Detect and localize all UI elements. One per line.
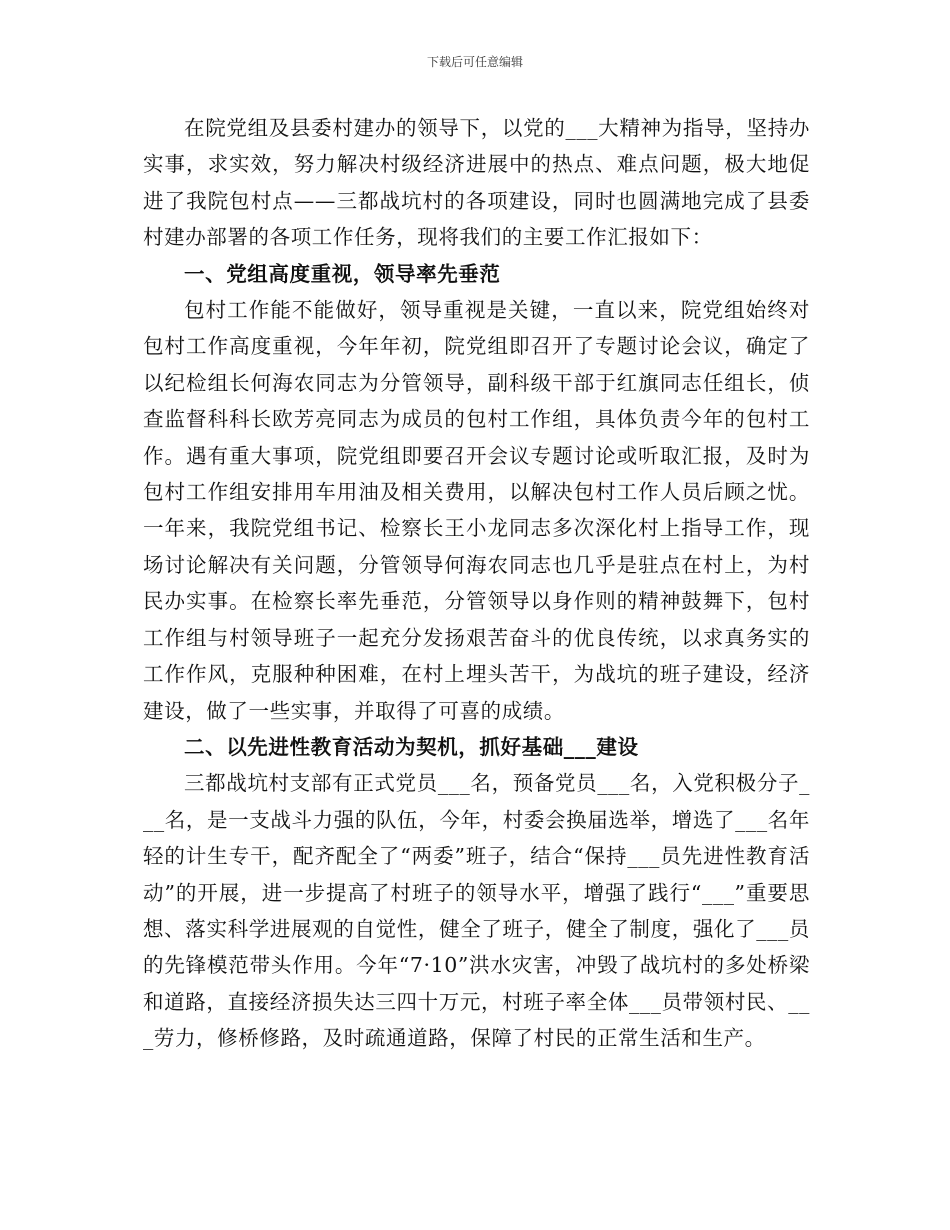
section-1-paragraph: 包村工作能不能做好，领导重视是关键，一直以来，院党组始终对包村工作高度重视，今年年初，院党组即召开了专题讨论会议，确定了以纪检组长何海农同志为分管领导，副科级干部于红旗同志任组长，侦查监督科科长欧芳亮同志为成员的包村工作组，具体负责今年的包村工作。遇有重大事项，院党组即要召开会议专题讨论或听取汇报，及时为包村工作组安排用车用油及相关费用，以解决包村工作人员后顾之忧。一年来，我院党组书记、检察长王小龙同志多次深化村上指导工作，现场讨论解决有关问题，分管领导何海农同志也几乎是驻点在村上，为村民办实事。在检察长率先垂范，分管领导以身作则的精神鼓舞下，包村工作组与村领导班子一起充分发扬艰苦奋斗的优良传统，以求真务实的工作作风，克服种种困难，在村上埋头苦干，为战坑的班子建设，经济建设，做了一些实事，并取得了可喜的成绩。 xyxy=(143,298,810,723)
document-body xyxy=(143,110,810,1057)
section-heading-2: 二、以先进性教育活动为契机，抓好基础___建设 xyxy=(184,734,639,759)
section-heading-1: 一、党组高度重视，领导率先垂范 xyxy=(184,261,501,286)
section-2-paragraph: 三都战坑村支部有正式党员___名，预备党员___名，入党积极分子___名，是一支战斗力强的队伍，今年，村委会换届选举，增选了___名年轻的计生专干，配齐配全了“两委”班子，结合“保持___员先进性教育活动”的开展，进一步提高了村班子的领导水平，增强了践行“___”重要思想、落实科学进展观的自觉性，健全了班子，健全了制度，强化了___员的先锋模范带头作用。今年“7·10”洪水灾害，冲毁了战坑村的多处桥梁和道路，直接经济损失达三四十万元，村班子率全体___员带领村民、___劳力，修桥修路，及时疏通道路，保障了村民的正常生活和生产。 xyxy=(143,771,810,1051)
page-header-note: 下载后可任意编辑 xyxy=(426,55,523,69)
intro-paragraph: 在院党组及县委村建办的领导下，以党的___大精神为指导，坚持办实事，求实效，努力解决村级经济进展中的热点、难点问题，极大地促进了我院包村点——三都战坑村的各项建设，同时也圆满地完成了县委村建办部署的各项工作任务，现将我们的主要工作汇报如下： xyxy=(143,116,810,250)
